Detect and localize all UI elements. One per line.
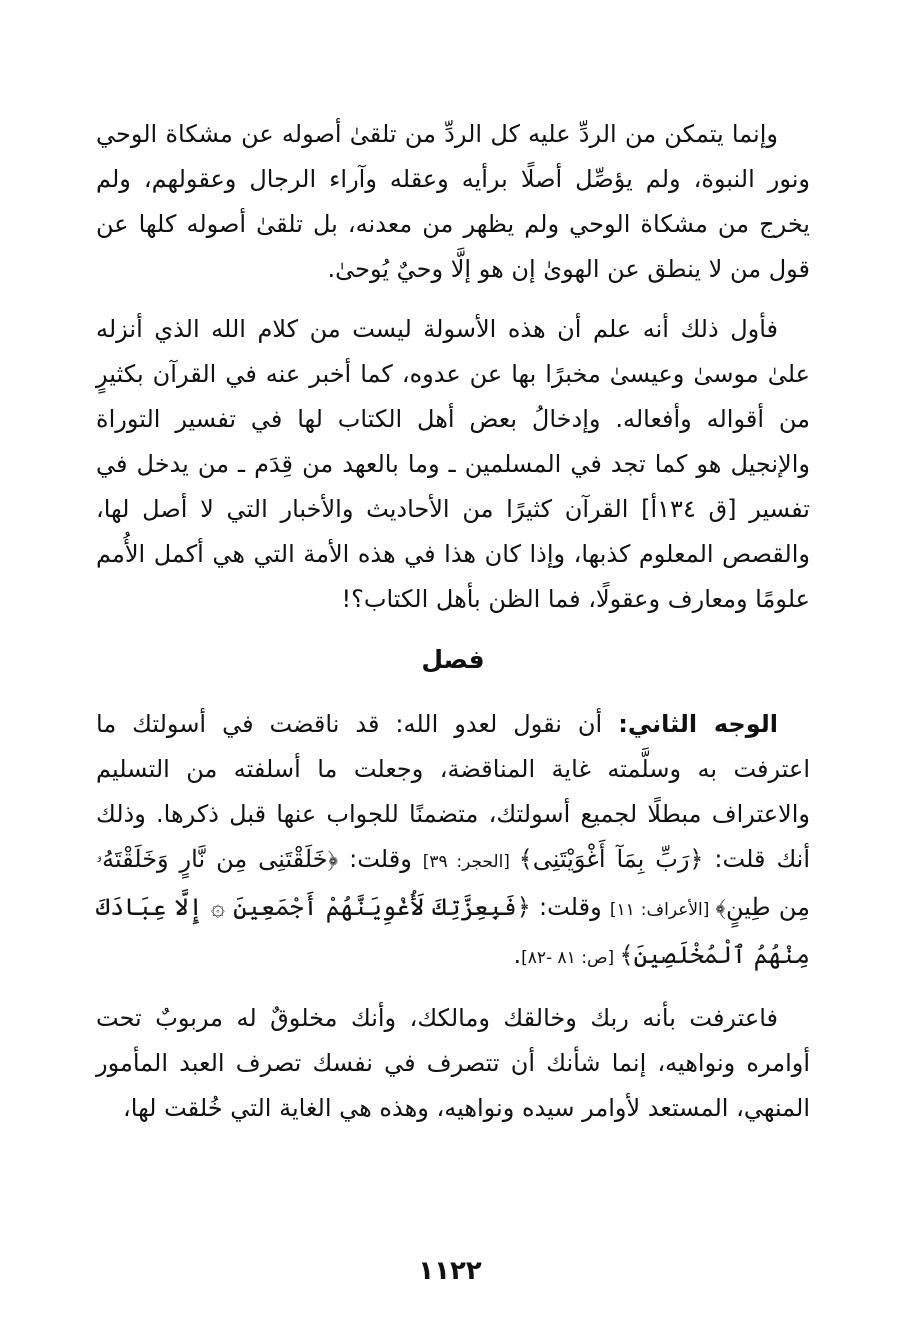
quran-verse-3: ﴿فَبِعِزَّتِكَ لَأُغْوِيَنَّهُمْ أَجْمَعِينَ ۞ إِلَّا عِبَادَكَ مِنْهُمُ ٱلْمُخْلَصِينَ﴾	[96, 893, 810, 969]
paragraph-4: فاعترفت بأنه ربك وخالقك ومالكك، وأنك مخلوقٌ له مربوبٌ تحت أوامره ونواهيه، إنما شأنك أن تتصرف في نفسك تصرف العبد المأمور المنهي، المستعد لأوامر سيده ونواهيه، وهذه هي الغاية التي خُلقت لها،	[96, 1004, 810, 1122]
quran-verse-1: ﴿رَبِّ بِمَآ أَغْوَيْتَنِى﴾	[518, 845, 704, 873]
verse-citation-2: [الأعراف: ١١]	[609, 900, 716, 920]
paragraph-3-text-1: أن نقول لعدو الله: قد ناقضت في أسولتك ما اعترفت به وسلَّمته غاية المناقضة، وجعلت ما أسلفته من التسليم والاعتراف مبطلًا لجميع أسولتك، متضمنًا للجواب عنها قبل ذكرها. وذلك أنك قلت:	[96, 710, 811, 873]
quran-verse-2: ﴿خَلَقْتَنِى مِن نَّارٍ وَخَلَقْتَهُۥ مِن طِينٍ﴾	[96, 845, 810, 921]
paragraph-3-text-3: وقلت:	[530, 893, 610, 921]
paragraph-3-text-4: .	[513, 941, 522, 969]
paragraph-3	[96, 702, 810, 981]
verse-citation-1: [الحجر: ٣٩]	[422, 852, 519, 872]
section-heading: فصل	[421, 645, 485, 674]
paragraph-3-text-2: وقلت:	[338, 845, 423, 873]
paragraph-2: فأول ذلك أنه علم أن هذه الأسولة ليست من كلام الله الذي أنزله علىٰ موسىٰ وعيسىٰ مخبرًا بها عن عدوه، كما أخبر عنه في القرآن بكثيرٍ من أقواله وأفعاله. وإدخالُ بعض أهل الكتاب لها في تفسير التوراة والإنجيل هو كما تجد في المسلمين ـ وما بالعهد من قِدَم ـ من يدخل في تفسير [ق ١٣٤أ] القرآن كثيرًا من الأحاديث والأخبار التي لا أصل لها، والقصص المعلوم كذبها، وإذا كان هذا في هذه الأمة التي هي أكمل الأُمم علومًا ومعارف وعقولًا، فما الظن بأهل الكتاب؟!	[96, 315, 810, 613]
page-number: ١١٢٢	[418, 1256, 482, 1286]
verse-citation-3: [ص: ٨١ -٨٢]	[521, 948, 620, 968]
paragraph-3-lead: الوجه الثاني:	[618, 710, 778, 738]
paragraph-1: وإنما يتمكن من الردِّ عليه كل الردِّ من تلقىٰ أصوله عن مشكاة الوحي ونور النبوة، ولم يؤصِّل أصلًا برأيه وعقله وآراء الرجال وعقولهم، ولم يخرج من مشكاة الوحي ولم يظهر من معدنه، بل تلقىٰ أصوله كلها عن قول من لا ينطق عن الهوىٰ إن هو إلَّا وحيٌ يُوحىٰ.	[96, 120, 810, 283]
document-page	[96, 112, 810, 1146]
